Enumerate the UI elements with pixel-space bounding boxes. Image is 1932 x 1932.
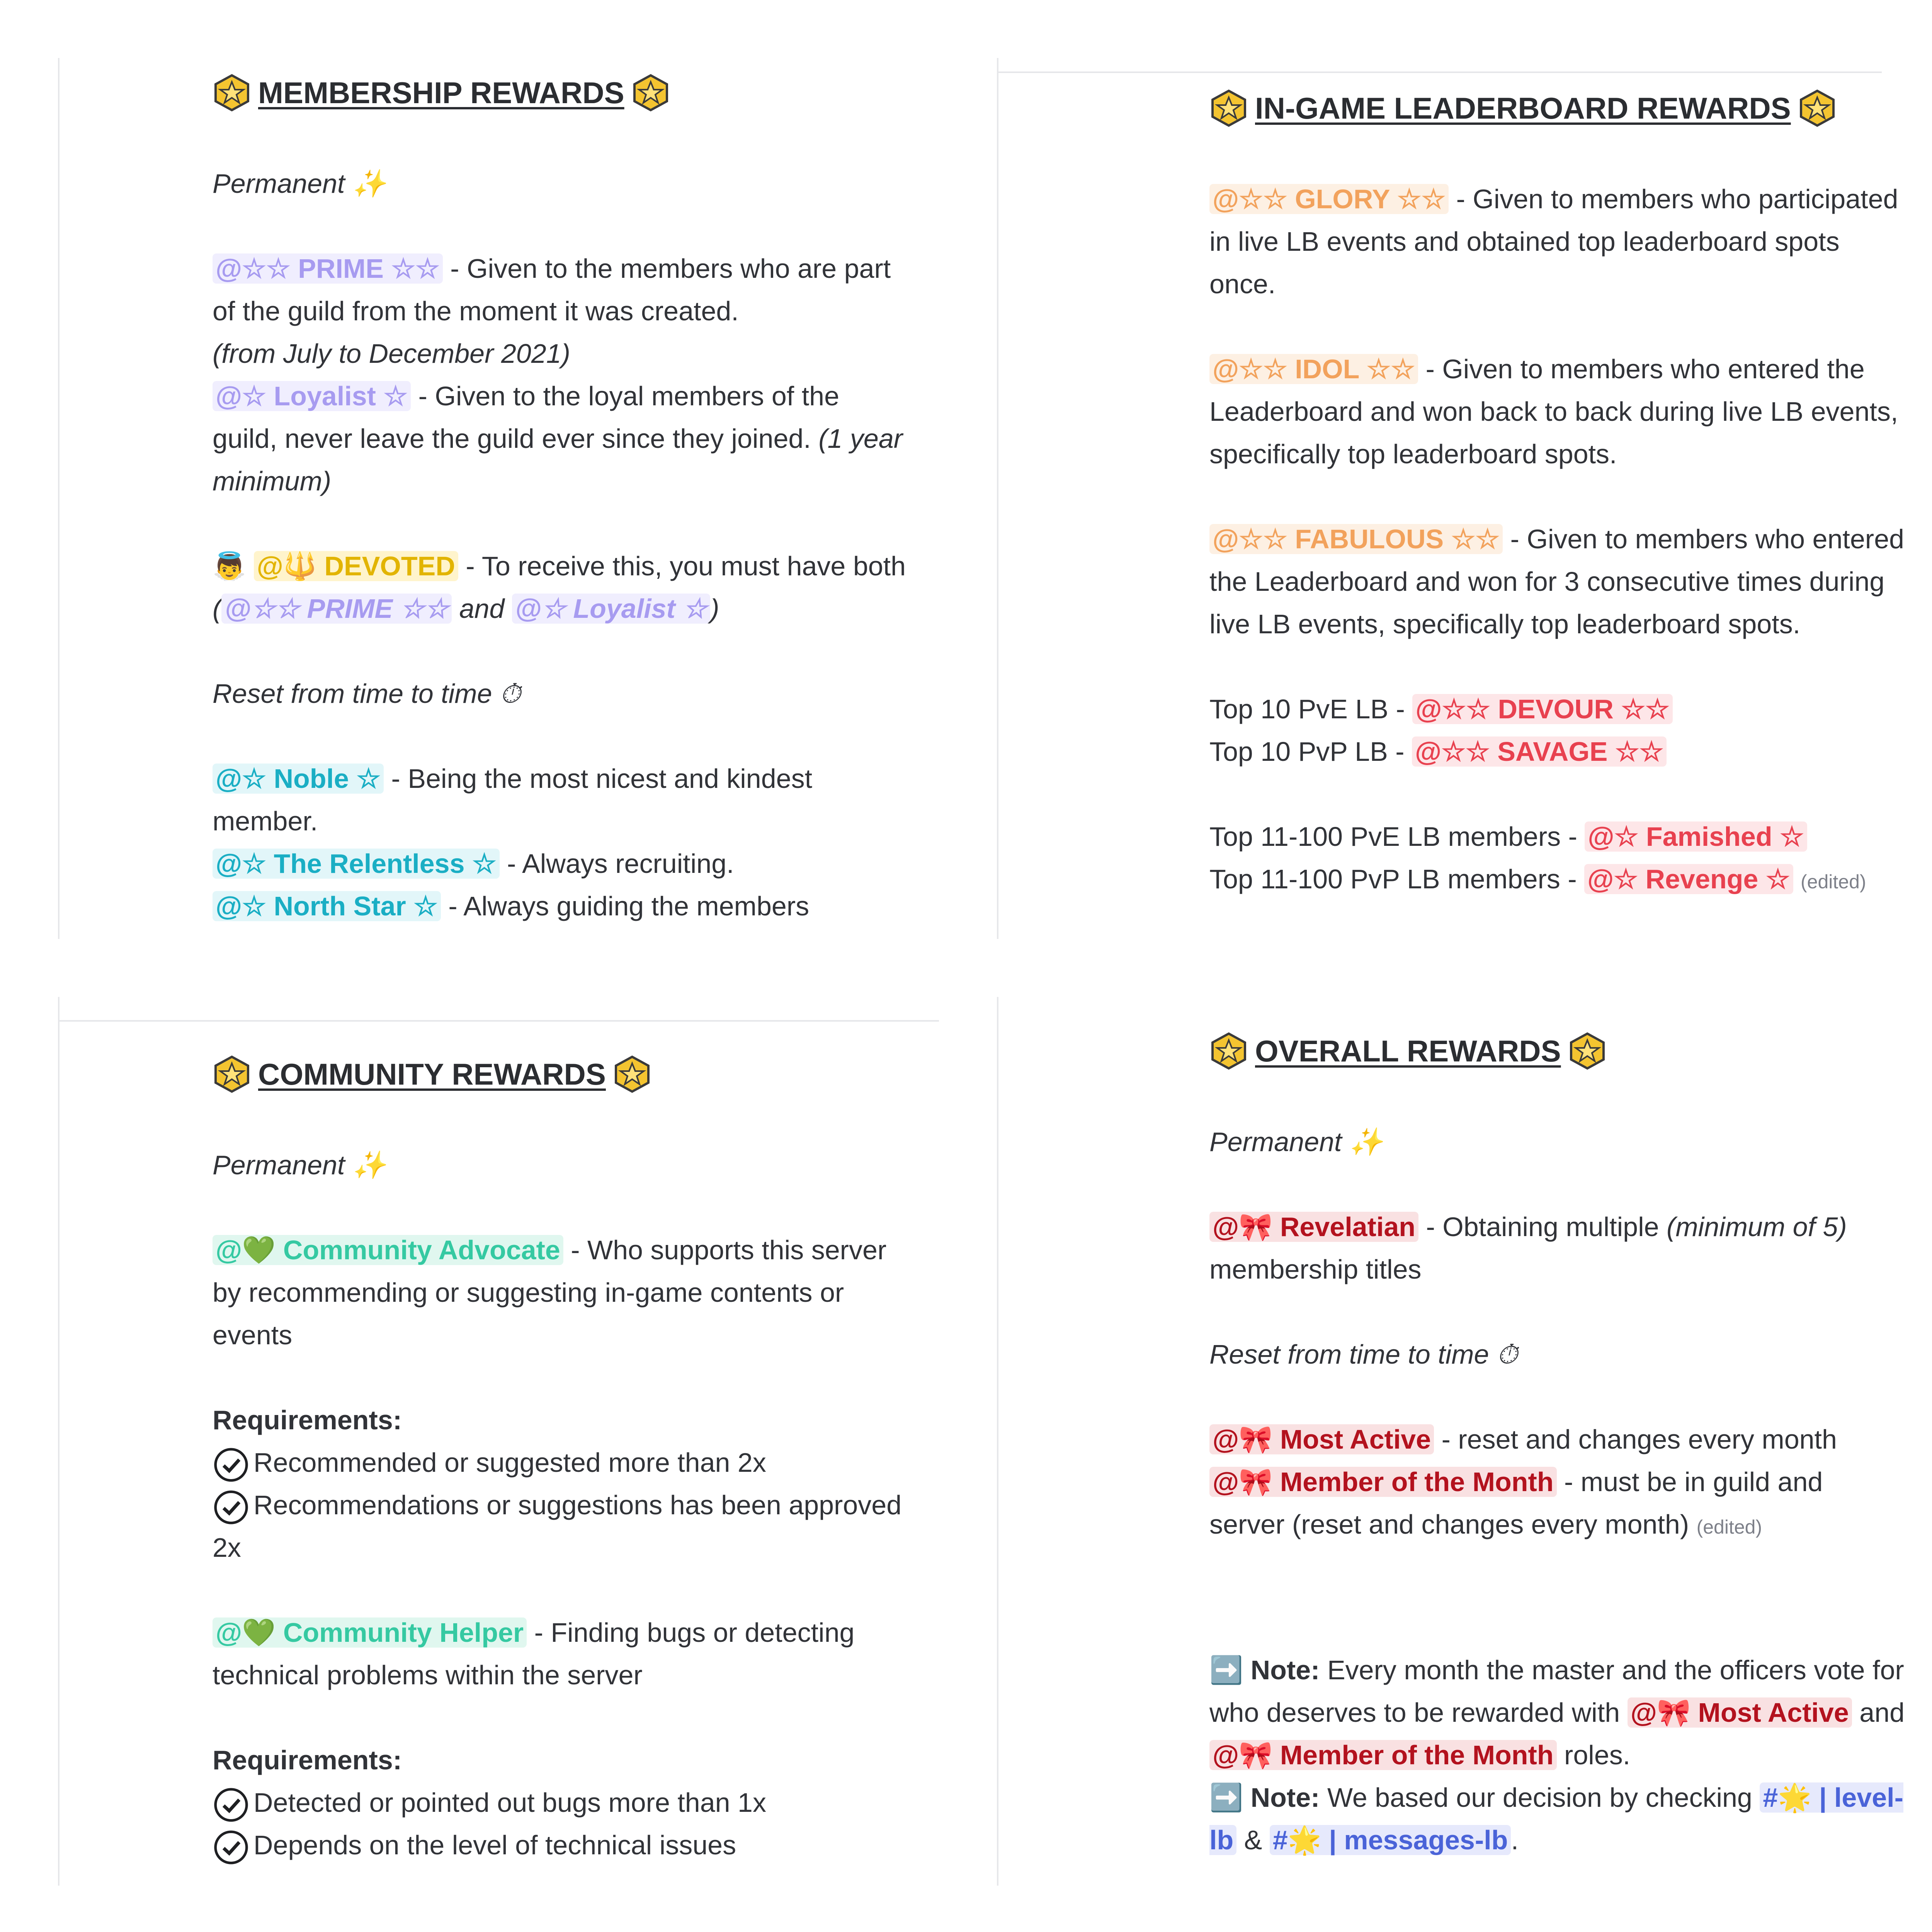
stopwatch-icon: ⏱ (1496, 1339, 1518, 1369)
monthly-role-list (1209, 1418, 1905, 1548)
role-mention-prime[interactable]: @☆☆ PRIME ☆☆ (213, 253, 443, 284)
note-label: Note: (1250, 1782, 1320, 1813)
role-desc: - Always guiding the members (440, 891, 810, 921)
overall-rewards-panel (997, 997, 1932, 1886)
role-note: (1 year minimum) (213, 423, 903, 496)
reset-heading (213, 672, 908, 715)
role-mention-north-star[interactable]: @☆ North Star ☆ (213, 891, 441, 921)
leaderboard-title: IN-GAME LEADERBOARD REWARDS (1255, 91, 1791, 125)
requirements-label: Requirements: (213, 1405, 402, 1435)
role-mention-devour[interactable]: @☆☆ DEVOUR ☆☆ (1412, 694, 1673, 724)
requirement-item: Detected or pointed out bugs more than 1x (253, 1787, 766, 1818)
paren: ( (213, 594, 222, 624)
role-mention-prime[interactable]: @☆☆ PRIME ☆☆ (221, 594, 452, 624)
stopwatch-icon: ⏱ (499, 679, 521, 709)
star-badge-icon (1568, 1032, 1607, 1070)
role-desc: - Given to members who entered the Leaderboard and won for 3 consecutive times during live LB events, specifically top leaderboard spots. (1209, 524, 1904, 639)
advocate-requirements (213, 1399, 908, 1569)
section-title (1209, 89, 1905, 128)
permanent-label: Permanent (213, 1150, 345, 1180)
fabulous-paragraph (1209, 518, 1905, 645)
role-desc: - Given to members who participated in live LB events and obtained top leaderboard spots once. (1209, 184, 1898, 299)
notes (1209, 1649, 1905, 1861)
rank-label: Top 10 PvP LB - (1209, 736, 1412, 767)
advocate-paragraph (213, 1229, 908, 1356)
role-desc: - reset and changes every month (1434, 1424, 1837, 1454)
note-label: Note: (1250, 1655, 1320, 1685)
and-text: and (452, 594, 512, 624)
role-mention-fabulous[interactable]: @☆☆ FABULOUS ☆☆ (1209, 524, 1503, 554)
requirement-item: Depends on the level of technical issues (253, 1830, 736, 1860)
requirement-item: Recommended or suggested more than 2x (253, 1447, 766, 1478)
role-mention-loyalist[interactable]: @☆ Loyalist ☆ (213, 381, 411, 411)
role-mention-devoted[interactable]: @🔱 DEVOTED (254, 551, 458, 581)
role-mention-glory[interactable]: @☆☆ GLORY ☆☆ (1209, 184, 1449, 214)
permanent-heading (1209, 1121, 1905, 1163)
role-mention-savage[interactable]: @☆☆ SAVAGE ☆☆ (1412, 736, 1667, 767)
reset-heading (1209, 1333, 1905, 1376)
role-desc: - Being the most nicest and kindest member. (213, 764, 813, 836)
star-badge-icon (1209, 89, 1248, 128)
role-mention-member-of-the-month[interactable]: @🎀 Member of the Month (1209, 1740, 1557, 1770)
and-text: & (1236, 1825, 1270, 1855)
role-mention-member-of-the-month[interactable]: @🎀 Member of the Month (1209, 1467, 1557, 1497)
rank-label: Top 11-100 PvP LB members - (1209, 864, 1585, 894)
role-mention-relentless[interactable]: @☆ The Relentless ☆ (213, 849, 500, 879)
role-mention-community-advocate[interactable]: @💚 Community Advocate (213, 1235, 563, 1265)
permanent-heading (213, 1144, 908, 1186)
role-desc: - Always recruiting. (499, 849, 734, 879)
section-title (213, 1055, 908, 1094)
role-desc: - Given to members who entered the Leaderboard and won back to back during live LB events, specifically top leaderboard spots. (1209, 354, 1898, 469)
role-note: (from July to December 2021) (213, 338, 570, 369)
paren: ) (710, 594, 719, 624)
membership-title: MEMBERSHIP REWARDS (258, 75, 624, 110)
star-badge-icon (213, 73, 251, 112)
section-title (213, 73, 908, 112)
helper-requirements (213, 1739, 908, 1866)
star-badge-icon (1209, 1032, 1248, 1070)
leaderboard-rewards-panel (997, 54, 1932, 939)
reset-label: Reset from time to time (213, 679, 492, 709)
role-mention-community-helper[interactable]: @💚 Community Helper (213, 1617, 527, 1648)
sparkles-icon: ✨ (1349, 1127, 1383, 1157)
sparkles-icon: ✨ (352, 1150, 386, 1180)
edited-label: (edited) (1801, 871, 1866, 893)
top100-list (1209, 815, 1905, 903)
arrow-right-icon: ➡️ (1209, 1782, 1243, 1813)
rank-label: Top 10 PvE LB - (1209, 694, 1413, 724)
note-text: Every month the master and the officers vote for who deserves to be rewarded with (1209, 1655, 1904, 1728)
role-mention-most-active[interactable]: @🎀 Most Active (1628, 1697, 1852, 1728)
reset-role-list (213, 757, 908, 927)
role-note: (minimum of 5) (1667, 1212, 1847, 1242)
overall-title: OVERALL REWARDS (1255, 1034, 1561, 1068)
role-desc: - To receive this, you must have both (458, 551, 906, 581)
community-rewards-panel (0, 997, 943, 1886)
wings-icon: 👼 (213, 551, 247, 581)
role-desc: - Who supports this server by recommending or suggesting in-game contents or events (213, 1235, 887, 1350)
check-icon (213, 1446, 250, 1483)
role-mention-most-active[interactable]: @🎀 Most Active (1209, 1424, 1434, 1454)
role-desc: - Obtaining multiple (1418, 1212, 1667, 1242)
role-mention-idol[interactable]: @☆☆ IDOL ☆☆ (1209, 354, 1418, 384)
check-icon (213, 1829, 250, 1866)
role-desc: membership titles (1209, 1254, 1422, 1284)
check-icon (213, 1489, 250, 1526)
role-desc: - Finding bugs or detecting technical problems within the server (213, 1617, 855, 1690)
role-mention-loyalist[interactable]: @☆ Loyalist ☆ (512, 594, 710, 624)
community-title: COMMUNITY REWARDS (258, 1057, 606, 1091)
role-mention-revenge[interactable]: @☆ Revenge ☆ (1584, 864, 1793, 894)
top10-list (1209, 688, 1905, 773)
role-mention-revelatian[interactable]: @🎀 Revelatian (1209, 1212, 1418, 1242)
star-badge-icon (613, 1055, 651, 1094)
permanent-label: Permanent (213, 168, 345, 199)
note-text: . (1511, 1825, 1519, 1855)
and-text: and (1852, 1697, 1905, 1728)
section-title (1209, 1032, 1905, 1070)
role-mention-noble[interactable]: @☆ Noble ☆ (213, 764, 384, 794)
role-desc: - Given to the loyal members of the guild, never leave the guild ever since they joined. (213, 381, 840, 454)
channel-link-messages-lb[interactable]: #🌟 | messages-lb (1270, 1825, 1511, 1855)
edited-label: (edited) (1696, 1516, 1762, 1538)
role-list (213, 247, 908, 502)
note-text: We based our decision by checking (1320, 1782, 1760, 1813)
revelatian-paragraph (1209, 1206, 1905, 1291)
channel-link-level-lb[interactable]: #🌟 | level-lb (1209, 1782, 1903, 1855)
role-mention-famished[interactable]: @☆ Famished ☆ (1585, 821, 1807, 852)
permanent-heading (213, 162, 908, 205)
check-icon (213, 1786, 250, 1823)
rank-label: Top 11-100 PvE LB members - (1209, 821, 1585, 852)
requirement-item: Recommendations or suggestions has been approved 2x (213, 1490, 902, 1563)
arrow-right-icon: ➡️ (1209, 1655, 1243, 1685)
reset-label: Reset from time to time (1209, 1339, 1489, 1369)
devoted-paragraph (213, 545, 908, 630)
glory-paragraph (1209, 178, 1905, 305)
membership-rewards-panel (0, 39, 943, 939)
idol-paragraph (1209, 348, 1905, 475)
permanent-label: Permanent (1209, 1127, 1342, 1157)
helper-paragraph (213, 1611, 908, 1696)
star-badge-icon (1798, 89, 1837, 128)
sparkles-icon: ✨ (352, 168, 386, 199)
role-desc: - Given to the members who are part of the guild from the moment it was created. (213, 253, 891, 326)
requirements-label: Requirements: (213, 1745, 402, 1775)
star-badge-icon (213, 1055, 251, 1094)
note-text: roles. (1556, 1740, 1631, 1770)
star-badge-icon (631, 73, 670, 112)
role-desc: - must be in guild and server (reset and changes every month) (1209, 1467, 1823, 1539)
